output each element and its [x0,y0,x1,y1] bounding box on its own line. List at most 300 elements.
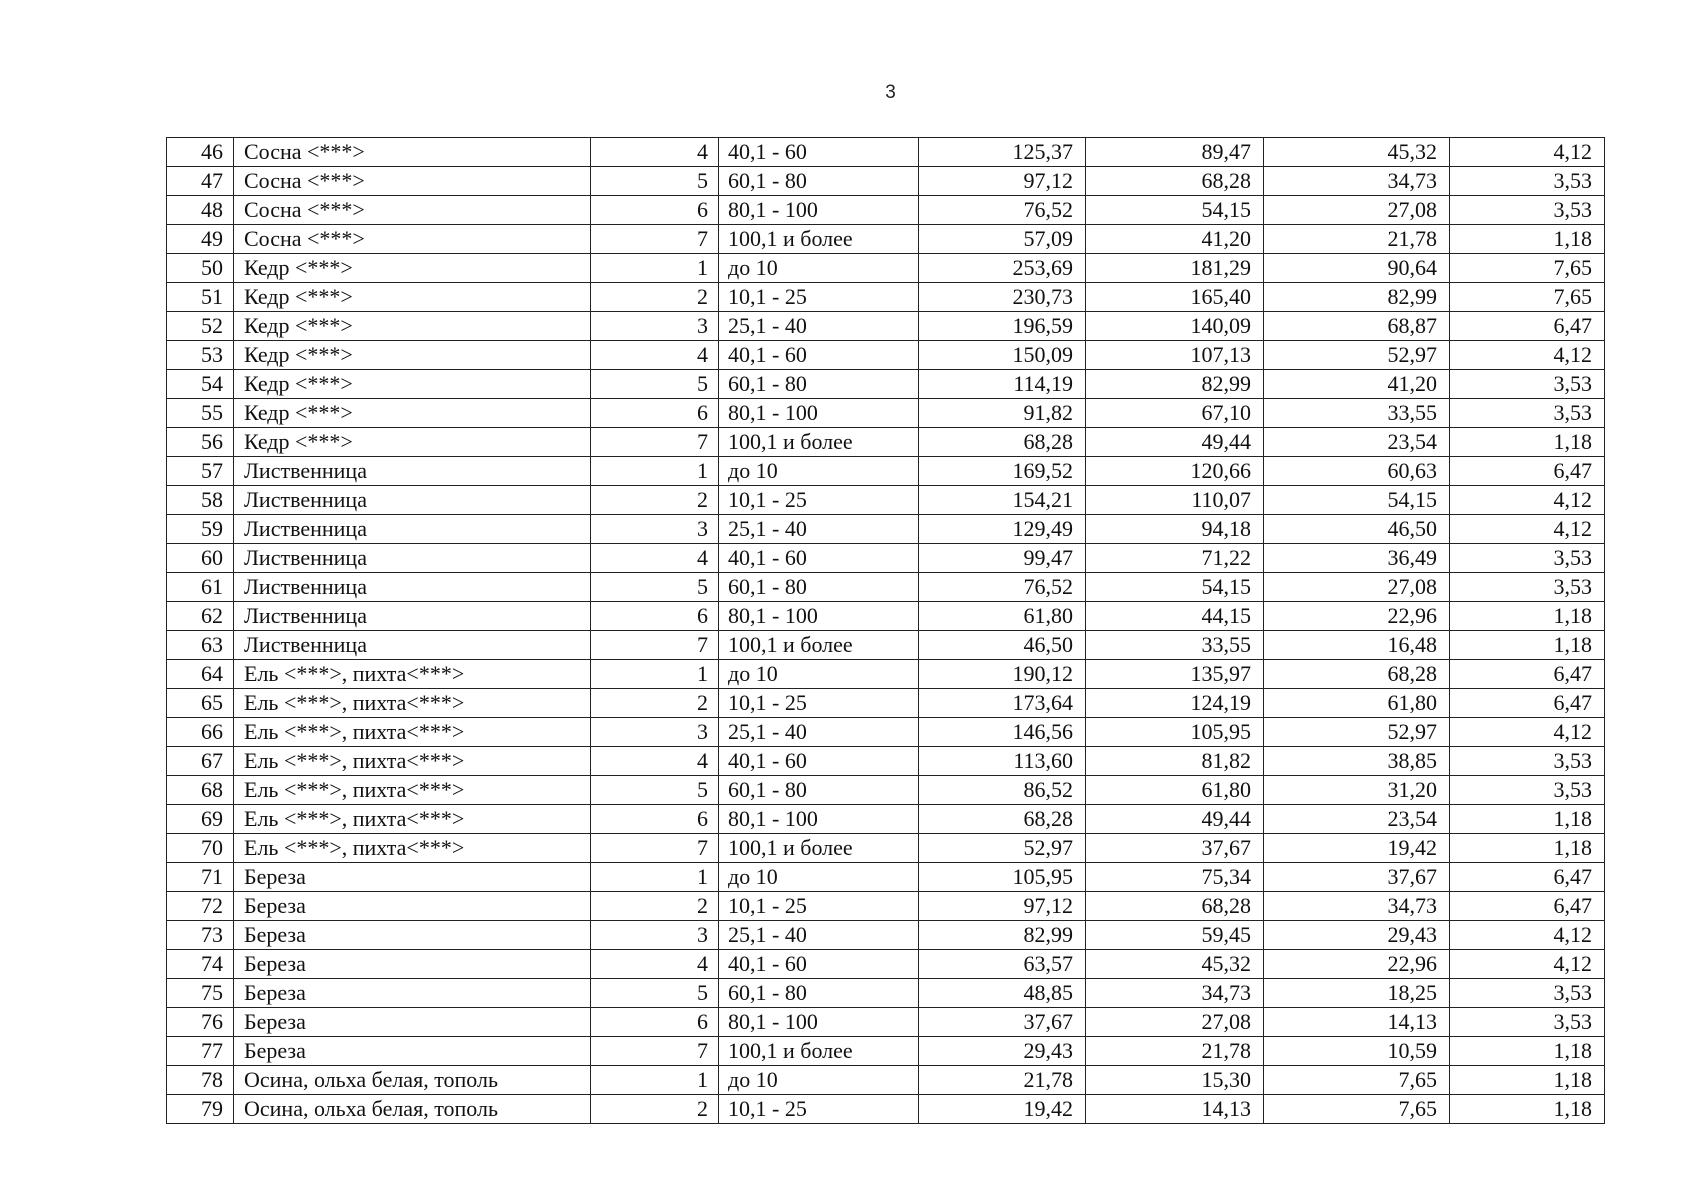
row-number-cell: 77 [167,1037,234,1066]
species-cell: Лиственница [234,544,591,573]
class-cell: 1 [591,457,719,486]
class-cell: 5 [591,370,719,399]
table-row [167,747,1605,776]
value-1-cell: 113,60 [919,747,1086,776]
class-cell: 1 [591,254,719,283]
species-cell: Кедр <***> [234,341,591,370]
row-number-cell: 76 [167,1008,234,1037]
species-cell: Кедр <***> [234,312,591,341]
value-2-cell: 67,10 [1086,399,1264,428]
species-cell: Ель <***>, пихта<***> [234,805,591,834]
table-row [167,863,1605,892]
table-row [167,544,1605,573]
value-2-cell: 120,66 [1086,457,1264,486]
value-1-cell: 76,52 [919,196,1086,225]
row-number-cell: 66 [167,718,234,747]
table-row [167,1095,1605,1124]
value-1-cell: 196,59 [919,312,1086,341]
diameter-range-cell: 25,1 - 40 [719,515,919,544]
diameter-range-cell: до 10 [719,254,919,283]
value-2-cell: 75,34 [1086,863,1264,892]
species-cell: Лиственница [234,457,591,486]
row-number-cell: 69 [167,805,234,834]
class-cell: 1 [591,863,719,892]
value-2-cell: 21,78 [1086,1037,1264,1066]
class-cell: 4 [591,950,719,979]
table-row [167,1066,1605,1095]
value-3-cell: 34,73 [1264,892,1450,921]
rates-table [166,137,1605,1124]
diameter-range-cell: 100,1 и более [719,834,919,863]
value-1-cell: 68,28 [919,428,1086,457]
value-3-cell: 27,08 [1264,573,1450,602]
value-1-cell: 29,43 [919,1037,1086,1066]
value-3-cell: 22,96 [1264,950,1450,979]
row-number-cell: 68 [167,776,234,805]
value-3-cell: 29,43 [1264,921,1450,950]
value-2-cell: 34,73 [1086,979,1264,1008]
row-number-cell: 58 [167,486,234,515]
table-row [167,979,1605,1008]
value-4-cell: 1,18 [1450,631,1605,660]
row-number-cell: 52 [167,312,234,341]
table-row [167,486,1605,515]
row-number-cell: 75 [167,979,234,1008]
species-cell: Сосна <***> [234,167,591,196]
row-number-cell: 50 [167,254,234,283]
table-row [167,225,1605,254]
diameter-range-cell: 60,1 - 80 [719,776,919,805]
diameter-range-cell: 80,1 - 100 [719,399,919,428]
value-4-cell: 3,53 [1450,399,1605,428]
diameter-range-cell: 80,1 - 100 [719,1008,919,1037]
rates-table-container [166,137,1604,1124]
species-cell: Береза [234,979,591,1008]
value-4-cell: 3,53 [1450,573,1605,602]
class-cell: 6 [591,602,719,631]
species-cell: Береза [234,863,591,892]
class-cell: 5 [591,979,719,1008]
value-2-cell: 44,15 [1086,602,1264,631]
diameter-range-cell: 25,1 - 40 [719,921,919,950]
value-2-cell: 45,32 [1086,950,1264,979]
row-number-cell: 47 [167,167,234,196]
class-cell: 7 [591,834,719,863]
value-3-cell: 19,42 [1264,834,1450,863]
value-2-cell: 135,97 [1086,660,1264,689]
diameter-range-cell: 60,1 - 80 [719,979,919,1008]
table-row [167,805,1605,834]
value-4-cell: 6,47 [1450,863,1605,892]
value-1-cell: 19,42 [919,1095,1086,1124]
diameter-range-cell: до 10 [719,1066,919,1095]
diameter-range-cell: 40,1 - 60 [719,544,919,573]
species-cell: Береза [234,1037,591,1066]
class-cell: 2 [591,1095,719,1124]
value-4-cell: 3,53 [1450,1008,1605,1037]
value-2-cell: 82,99 [1086,370,1264,399]
value-2-cell: 49,44 [1086,428,1264,457]
value-3-cell: 45,32 [1264,138,1450,167]
row-number-cell: 48 [167,196,234,225]
row-number-cell: 65 [167,689,234,718]
value-1-cell: 190,12 [919,660,1086,689]
value-1-cell: 91,82 [919,399,1086,428]
table-row [167,660,1605,689]
value-3-cell: 90,64 [1264,254,1450,283]
value-4-cell: 3,53 [1450,167,1605,196]
table-row [167,341,1605,370]
diameter-range-cell: 10,1 - 25 [719,689,919,718]
value-3-cell: 60,63 [1264,457,1450,486]
diameter-range-cell: 80,1 - 100 [719,196,919,225]
value-3-cell: 46,50 [1264,515,1450,544]
species-cell: Береза [234,921,591,950]
value-4-cell: 6,47 [1450,892,1605,921]
diameter-range-cell: 25,1 - 40 [719,718,919,747]
table-row [167,776,1605,805]
table-row [167,312,1605,341]
value-3-cell: 68,87 [1264,312,1450,341]
value-3-cell: 23,54 [1264,428,1450,457]
table-row [167,573,1605,602]
value-4-cell: 4,12 [1450,486,1605,515]
row-number-cell: 78 [167,1066,234,1095]
diameter-range-cell: 80,1 - 100 [719,602,919,631]
table-row [167,457,1605,486]
row-number-cell: 62 [167,602,234,631]
value-4-cell: 1,18 [1450,1066,1605,1095]
class-cell: 6 [591,196,719,225]
table-row [167,254,1605,283]
row-number-cell: 51 [167,283,234,312]
value-1-cell: 82,99 [919,921,1086,950]
class-cell: 1 [591,1066,719,1095]
species-cell: Кедр <***> [234,428,591,457]
class-cell: 4 [591,544,719,573]
value-1-cell: 68,28 [919,805,1086,834]
value-1-cell: 63,57 [919,950,1086,979]
diameter-range-cell: 25,1 - 40 [719,312,919,341]
value-4-cell: 1,18 [1450,602,1605,631]
diameter-range-cell: 10,1 - 25 [719,892,919,921]
value-2-cell: 37,67 [1086,834,1264,863]
value-2-cell: 89,47 [1086,138,1264,167]
value-2-cell: 94,18 [1086,515,1264,544]
row-number-cell: 49 [167,225,234,254]
value-1-cell: 105,95 [919,863,1086,892]
class-cell: 5 [591,776,719,805]
value-1-cell: 86,52 [919,776,1086,805]
value-2-cell: 61,80 [1086,776,1264,805]
value-1-cell: 57,09 [919,225,1086,254]
table-row [167,196,1605,225]
value-1-cell: 253,69 [919,254,1086,283]
value-1-cell: 48,85 [919,979,1086,1008]
class-cell: 2 [591,283,719,312]
diameter-range-cell: до 10 [719,457,919,486]
row-number-cell: 59 [167,515,234,544]
table-row [167,399,1605,428]
value-4-cell: 4,12 [1450,921,1605,950]
value-3-cell: 41,20 [1264,370,1450,399]
row-number-cell: 67 [167,747,234,776]
species-cell: Лиственница [234,573,591,602]
table-row [167,631,1605,660]
value-4-cell: 3,53 [1450,979,1605,1008]
value-2-cell: 27,08 [1086,1008,1264,1037]
value-4-cell: 6,47 [1450,660,1605,689]
diameter-range-cell: 100,1 и более [719,1037,919,1066]
value-2-cell: 140,09 [1086,312,1264,341]
value-1-cell: 99,47 [919,544,1086,573]
value-4-cell: 3,53 [1450,370,1605,399]
value-3-cell: 7,65 [1264,1066,1450,1095]
species-cell: Осина, ольха белая, тополь [234,1095,591,1124]
value-4-cell: 3,53 [1450,747,1605,776]
diameter-range-cell: 60,1 - 80 [719,167,919,196]
class-cell: 3 [591,718,719,747]
diameter-range-cell: 40,1 - 60 [719,138,919,167]
table-row [167,602,1605,631]
value-1-cell: 46,50 [919,631,1086,660]
class-cell: 6 [591,399,719,428]
class-cell: 4 [591,341,719,370]
value-2-cell: 41,20 [1086,225,1264,254]
species-cell: Сосна <***> [234,196,591,225]
diameter-range-cell: до 10 [719,660,919,689]
value-3-cell: 22,96 [1264,602,1450,631]
value-4-cell: 4,12 [1450,718,1605,747]
table-row [167,283,1605,312]
value-2-cell: 33,55 [1086,631,1264,660]
value-3-cell: 27,08 [1264,196,1450,225]
class-cell: 7 [591,1037,719,1066]
diameter-range-cell: 40,1 - 60 [719,950,919,979]
class-cell: 7 [591,225,719,254]
value-1-cell: 125,37 [919,138,1086,167]
value-3-cell: 21,78 [1264,225,1450,254]
diameter-range-cell: 10,1 - 25 [719,486,919,515]
value-2-cell: 165,40 [1086,283,1264,312]
diameter-range-cell: 80,1 - 100 [719,805,919,834]
diameter-range-cell: 10,1 - 25 [719,283,919,312]
diameter-range-cell: 60,1 - 80 [719,370,919,399]
species-cell: Ель <***>, пихта<***> [234,747,591,776]
table-row [167,1008,1605,1037]
row-number-cell: 57 [167,457,234,486]
value-2-cell: 54,15 [1086,196,1264,225]
value-3-cell: 82,99 [1264,283,1450,312]
value-1-cell: 129,49 [919,515,1086,544]
row-number-cell: 73 [167,921,234,950]
row-number-cell: 79 [167,1095,234,1124]
value-2-cell: 49,44 [1086,805,1264,834]
species-cell: Береза [234,950,591,979]
species-cell: Сосна <***> [234,225,591,254]
value-3-cell: 52,97 [1264,718,1450,747]
species-cell: Ель <***>, пихта<***> [234,718,591,747]
class-cell: 2 [591,486,719,515]
table-row [167,167,1605,196]
class-cell: 4 [591,138,719,167]
value-3-cell: 16,48 [1264,631,1450,660]
class-cell: 6 [591,805,719,834]
diameter-range-cell: 10,1 - 25 [719,1095,919,1124]
row-number-cell: 70 [167,834,234,863]
table-row [167,892,1605,921]
class-cell: 1 [591,660,719,689]
table-row [167,138,1605,167]
species-cell: Лиственница [234,602,591,631]
value-4-cell: 3,53 [1450,544,1605,573]
species-cell: Ель <***>, пихта<***> [234,776,591,805]
class-cell: 3 [591,515,719,544]
class-cell: 7 [591,428,719,457]
value-3-cell: 18,25 [1264,979,1450,1008]
class-cell: 6 [591,1008,719,1037]
class-cell: 3 [591,312,719,341]
value-4-cell: 3,53 [1450,776,1605,805]
species-cell: Сосна <***> [234,138,591,167]
species-cell: Кедр <***> [234,254,591,283]
value-2-cell: 71,22 [1086,544,1264,573]
value-4-cell: 1,18 [1450,805,1605,834]
value-1-cell: 97,12 [919,167,1086,196]
value-1-cell: 37,67 [919,1008,1086,1037]
value-1-cell: 52,97 [919,834,1086,863]
value-2-cell: 59,45 [1086,921,1264,950]
value-4-cell: 1,18 [1450,428,1605,457]
value-3-cell: 61,80 [1264,689,1450,718]
value-2-cell: 181,29 [1086,254,1264,283]
class-cell: 5 [591,573,719,602]
value-4-cell: 4,12 [1450,515,1605,544]
species-cell: Кедр <***> [234,283,591,312]
table-body [167,138,1605,1124]
value-1-cell: 97,12 [919,892,1086,921]
value-2-cell: 81,82 [1086,747,1264,776]
value-1-cell: 21,78 [919,1066,1086,1095]
value-3-cell: 23,54 [1264,805,1450,834]
species-cell: Ель <***>, пихта<***> [234,660,591,689]
value-2-cell: 68,28 [1086,892,1264,921]
table-row [167,428,1605,457]
species-cell: Береза [234,892,591,921]
row-number-cell: 74 [167,950,234,979]
row-number-cell: 53 [167,341,234,370]
value-3-cell: 31,20 [1264,776,1450,805]
species-cell: Лиственница [234,486,591,515]
row-number-cell: 46 [167,138,234,167]
row-number-cell: 63 [167,631,234,660]
class-cell: 5 [591,167,719,196]
value-4-cell: 1,18 [1450,1095,1605,1124]
page-number: 3 [885,82,896,103]
row-number-cell: 71 [167,863,234,892]
value-4-cell: 7,65 [1450,283,1605,312]
value-1-cell: 173,64 [919,689,1086,718]
value-1-cell: 150,09 [919,341,1086,370]
value-3-cell: 68,28 [1264,660,1450,689]
value-1-cell: 114,19 [919,370,1086,399]
class-cell: 4 [591,747,719,776]
class-cell: 7 [591,631,719,660]
row-number-cell: 72 [167,892,234,921]
diameter-range-cell: 100,1 и более [719,225,919,254]
value-4-cell: 4,12 [1450,341,1605,370]
value-3-cell: 38,85 [1264,747,1450,776]
species-cell: Лиственница [234,631,591,660]
table-row [167,950,1605,979]
value-3-cell: 14,13 [1264,1008,1450,1037]
class-cell: 2 [591,892,719,921]
value-3-cell: 36,49 [1264,544,1450,573]
value-4-cell: 6,47 [1450,312,1605,341]
species-cell: Осина, ольха белая, тополь [234,1066,591,1095]
value-4-cell: 4,12 [1450,138,1605,167]
value-1-cell: 146,56 [919,718,1086,747]
value-3-cell: 37,67 [1264,863,1450,892]
table-row [167,370,1605,399]
value-3-cell: 54,15 [1264,486,1450,515]
value-1-cell: 76,52 [919,573,1086,602]
species-cell: Кедр <***> [234,399,591,428]
value-4-cell: 4,12 [1450,950,1605,979]
value-1-cell: 61,80 [919,602,1086,631]
value-3-cell: 10,59 [1264,1037,1450,1066]
species-cell: Лиственница [234,515,591,544]
table-row [167,689,1605,718]
row-number-cell: 61 [167,573,234,602]
species-cell: Береза [234,1008,591,1037]
class-cell: 2 [591,689,719,718]
class-cell: 3 [591,921,719,950]
diameter-range-cell: 60,1 - 80 [719,573,919,602]
value-1-cell: 169,52 [919,457,1086,486]
value-1-cell: 154,21 [919,486,1086,515]
diameter-range-cell: 100,1 и более [719,631,919,660]
table-row [167,834,1605,863]
value-4-cell: 1,18 [1450,225,1605,254]
value-3-cell: 7,65 [1264,1095,1450,1124]
row-number-cell: 60 [167,544,234,573]
table-row [167,1037,1605,1066]
value-2-cell: 68,28 [1086,167,1264,196]
value-2-cell: 14,13 [1086,1095,1264,1124]
value-4-cell: 6,47 [1450,689,1605,718]
value-3-cell: 33,55 [1264,399,1450,428]
row-number-cell: 56 [167,428,234,457]
species-cell: Ель <***>, пихта<***> [234,689,591,718]
value-4-cell: 7,65 [1450,254,1605,283]
table-row [167,921,1605,950]
diameter-range-cell: до 10 [719,863,919,892]
value-2-cell: 124,19 [1086,689,1264,718]
value-3-cell: 52,97 [1264,341,1450,370]
value-2-cell: 15,30 [1086,1066,1264,1095]
value-2-cell: 54,15 [1086,573,1264,602]
value-4-cell: 6,47 [1450,457,1605,486]
diameter-range-cell: 40,1 - 60 [719,747,919,776]
row-number-cell: 55 [167,399,234,428]
species-cell: Ель <***>, пихта<***> [234,834,591,863]
species-cell: Кедр <***> [234,370,591,399]
row-number-cell: 54 [167,370,234,399]
value-4-cell: 1,18 [1450,834,1605,863]
value-3-cell: 34,73 [1264,167,1450,196]
table-row [167,515,1605,544]
